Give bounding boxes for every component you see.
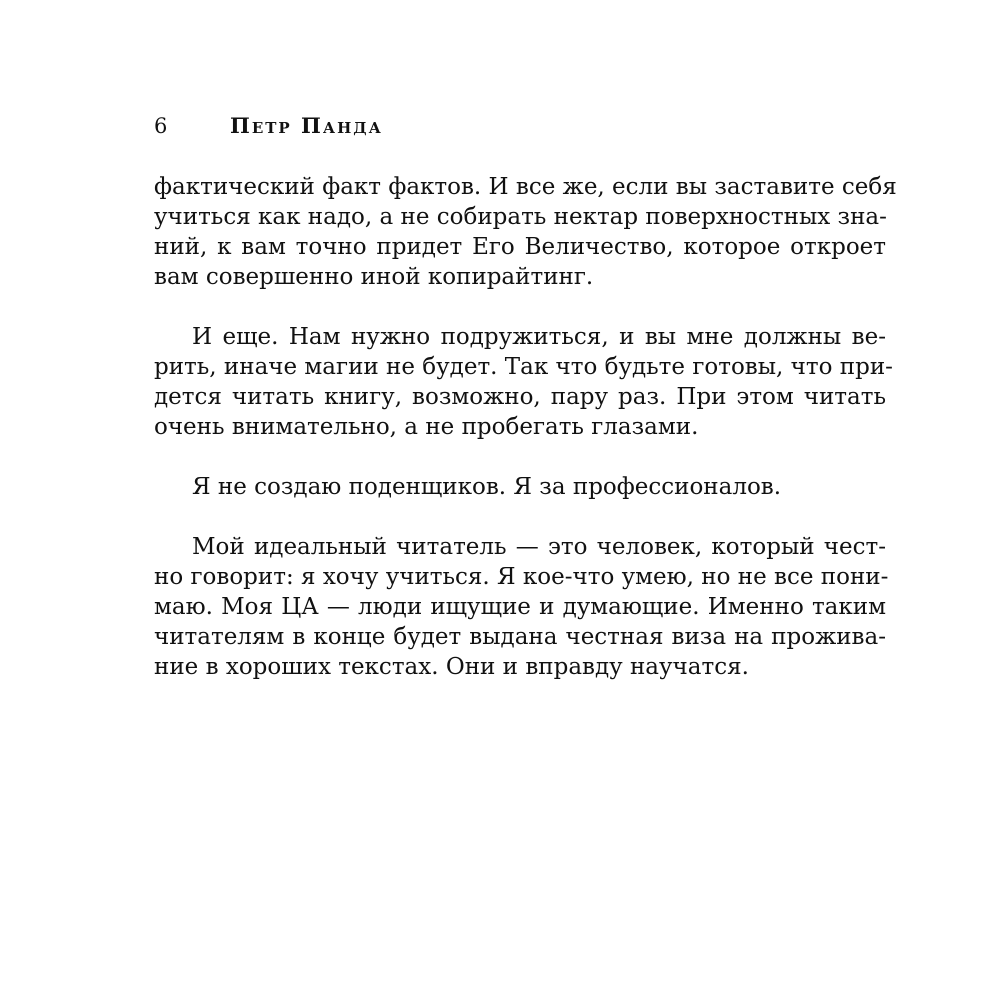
paragraph — [154, 322, 893, 442]
text-line: Мой идеальный читатель — это человек, который чест- — [192, 534, 886, 560]
text-line: но говорит: я хочу учиться. Я кое-что умею, но не все пони- — [154, 564, 889, 590]
text-line: читателям в конце будет выдана честная виза на прожива- — [154, 624, 886, 650]
body-text — [154, 172, 897, 712]
text-line: маю. Моя ЦА — люди ищущие и думающие. Именно таким — [154, 594, 886, 620]
paragraph — [154, 172, 897, 292]
text-line: учиться как надо, а не собирать нектар поверхностных зна- — [154, 204, 887, 230]
running-head — [154, 112, 886, 140]
text-line: дется читать книгу, возможно, пару раз. При этом читать — [154, 384, 886, 410]
text-line: очень внимательно, а не пробегать глазами. — [154, 414, 699, 440]
text-line: фактический факт фактов. И все же, если вы заставите себя — [154, 174, 897, 200]
text-line: И еще. Нам нужно подружиться, и вы мне должны ве- — [192, 324, 886, 350]
running-head-author: Петр Панда — [230, 113, 383, 138]
text-line: вам совершенно иной копирайтинг. — [154, 264, 594, 290]
text-line: ние в хороших текстах. Они и вправду научатся. — [154, 654, 749, 680]
text-line: ний, к вам точно придет Его Величество, которое откроет — [154, 234, 886, 260]
page-number: 6 — [154, 114, 168, 138]
paragraph — [154, 472, 886, 502]
text-line: рить, иначе магии не будет. Так что будьте готовы, что при- — [154, 354, 893, 380]
paragraph — [154, 532, 889, 682]
text-line: Я не создаю поденщиков. Я за профессионалов. — [192, 474, 782, 500]
